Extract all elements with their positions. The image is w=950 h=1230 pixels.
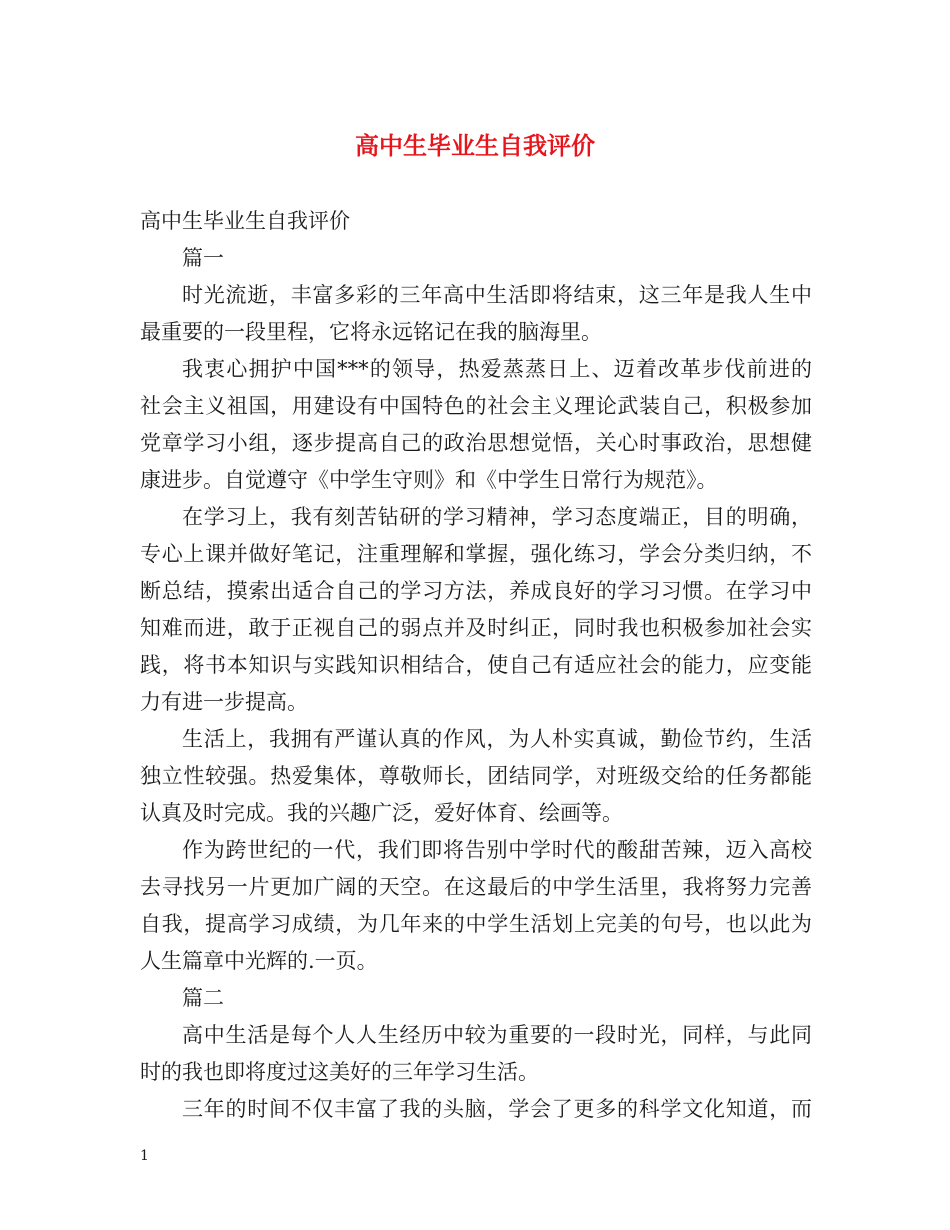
paragraph-line: 践，将书本知识与实践知识相结合，使自己有适应社会的能力，应变能: [140, 653, 812, 677]
paragraph-line: 力有进一步提高。: [140, 690, 308, 714]
paragraph-line: 断总结，摸索出适合自己的学习方法，养成良好的学习习惯。在学习中: [140, 579, 812, 603]
subtitle-line: 高中生毕业生自我评价: [140, 209, 350, 233]
section-heading-2: 篇二: [182, 986, 224, 1010]
page-number: 1: [140, 1148, 149, 1164]
paragraph-line: 高中生活是每个人人生经历中较为重要的一段时光，同样，与此同: [182, 1023, 812, 1047]
paragraph-line: 康进步。自觉遵守《中学生守则》和《中学生日常行为规范》。: [140, 468, 718, 492]
paragraph-line: 在学习上，我有刻苦钻研的学习精神，学习态度端正，目的明确，: [182, 505, 812, 529]
paragraph-line: 时的我也即将度过这美好的三年学习生活。: [140, 1060, 539, 1084]
paragraph-line: 专心上课并做好笔记，注重理解和掌握，强化练习，学会分类归纳，不: [140, 542, 812, 566]
paragraph-line: 生活上，我拥有严谨认真的作风，为人朴实真诚，勤俭节约，生活: [182, 727, 812, 751]
paragraph-line: 独立性较强。热爱集体，尊敬师长，团结同学，对班级交给的任务都能: [140, 764, 812, 788]
paragraph-line: 知难而进，敢于正视自己的弱点并及时纠正，同时我也积极参加社会实: [140, 616, 812, 640]
paragraph-line: 三年的时间不仅丰富了我的头脑，学会了更多的科学文化知道，而: [182, 1097, 812, 1121]
section-heading-1: 篇一: [182, 246, 224, 270]
paragraph-line: 最重要的一段里程，它将永远铭记在我的脑海里。: [140, 320, 602, 344]
paragraph-line: 党章学习小组，逐步提高自己的政治思想觉悟，关心时事政治，思想健: [140, 431, 812, 455]
document-title: 高中生毕业生自我评价: [355, 131, 595, 160]
paragraph-line: 人生篇章中光辉的.一页。: [140, 949, 378, 973]
paragraph-line: 时光流逝，丰富多彩的三年高中生活即将结束，这三年是我人生中: [182, 283, 812, 307]
paragraph-line: 社会主义祖国，用建设有中国特色的社会主义理论武装自己，积极参加: [140, 394, 812, 418]
paragraph-line: 我衷心拥护中国***的领导，热爱蒸蒸日上、迈着改革步伐前进的: [182, 357, 812, 381]
paragraph-line: 认真及时完成。我的兴趣广泛，爱好体育、绘画等。: [140, 801, 623, 825]
paragraph-line: 去寻找另一片更加广阔的天空。在这最后的中学生活里，我将努力完善: [140, 875, 812, 899]
document-body: [140, 203, 812, 1128]
paragraph-line: 自我，提高学习成绩，为几年来的中学生活划上完美的句号，也以此为: [140, 912, 812, 936]
paragraph-line: 作为跨世纪的一代，我们即将告别中学时代的酸甜苦辣，迈入高校: [182, 838, 812, 862]
